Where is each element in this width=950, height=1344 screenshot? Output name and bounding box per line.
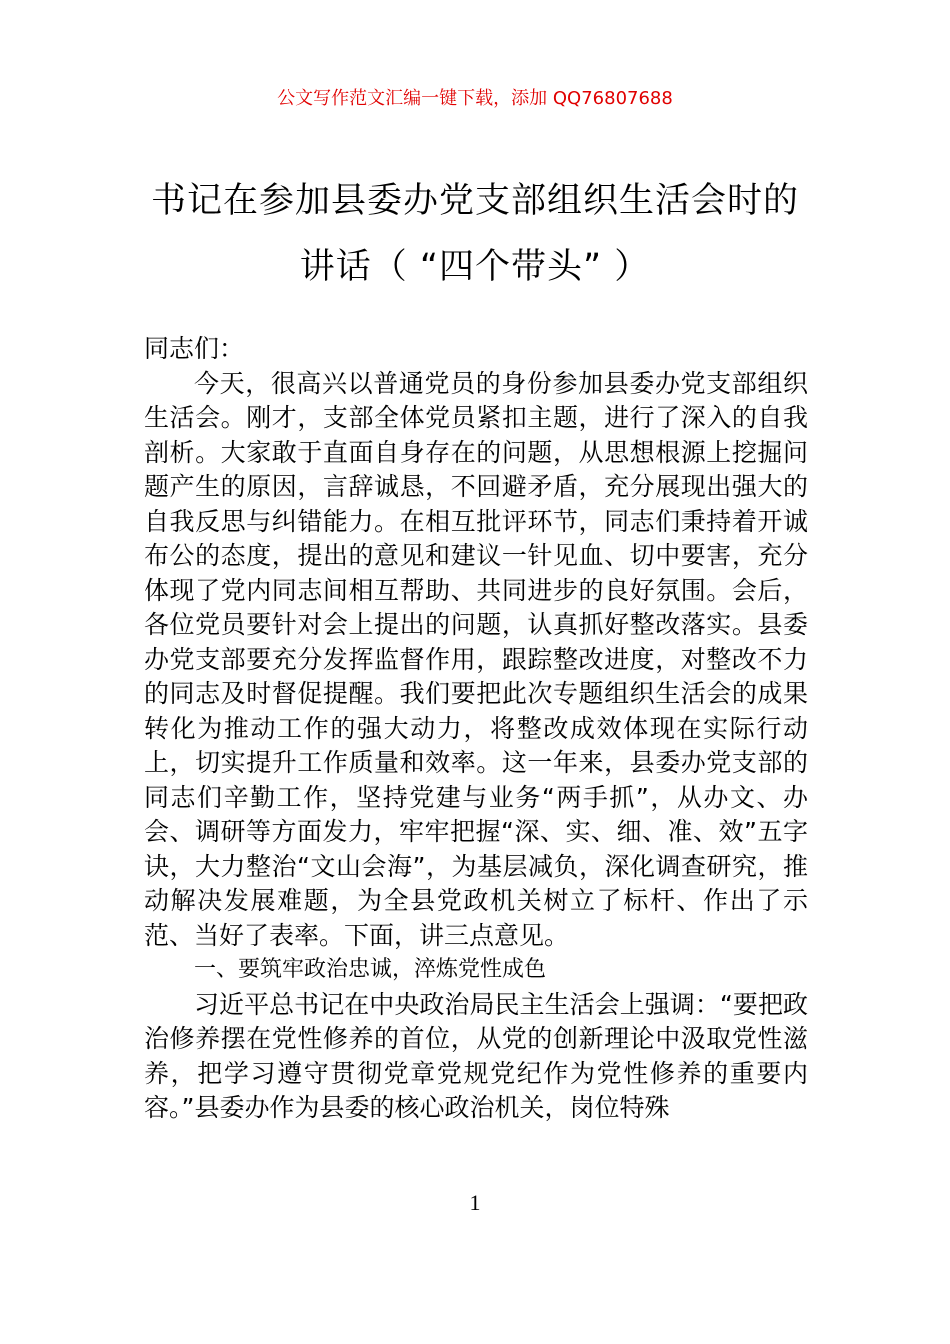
page-number: 1	[469, 1190, 481, 1215]
download-note: 公文写作范文汇编一键下载，添加 QQ76807688	[277, 88, 673, 109]
title-line-2: 讲话（ “四个带头” ）	[299, 247, 651, 287]
section-1-heading: 一、要筑牢政治忠诚，淬炼党性成色	[194, 957, 547, 982]
paragraph-1: 今天，很高兴以普通党员的身份参加县委办党支部组织生活会。刚才，支部全体党员紧扣主题，进行了深入的自我剖析。大家敢于直面自身存在的问题，从思想根源上挖掘问题产生的原因，言辞诚恳，不回避矛盾，充分展现出强大的自我反思与纠错能力。在相互批评环节，同志们秉持着开诚布公的态度，提出的意见和建议一针见血、切中要害，充分体现了党内同志间相互帮助、共同进步的良好氛围。会后，各位党员要针对会上提出的问题，认真抓好整改落实。县委办党支部要充分发挥监督作用，跟踪整改进度，对整改不力的同志及时督促提醒。我们要把此次专题组织生活会的成果转化为推动工作的强大动力，将整改成效体现在实际行动上，切实提升工作质量和效率。这一年来，县委办党支部的同志们辛勤工作，坚持党建与业务“两手抓”，从办文、办会、调研等方面发力，牢牢把握“深、实、细、准、效”五字诀，大力整治“文山会海”，为基层减负，深化调查研究，推动解决发展难题，为全县党政机关树立了标杆、作出了示范、当好了表率。下面，讲三点意见。	[144, 368, 808, 950]
title-line-1: 书记在参加县委办党支部组织生活会时的	[150, 181, 799, 221]
salutation: 同志们：	[144, 334, 245, 363]
document-body	[144, 332, 808, 1126]
paragraph-2: 习近平总书记在中央政治局民主生活会上强调：“要把政治修养摆在党性修养的首位，从党的创新理论中汲取党性滋养，把学习遵守贯彻党章党规党纪作为党性修养的重要内容。”县委办作为县委的核心政治机关，岗位特殊	[144, 989, 808, 1122]
document-title	[120, 168, 830, 300]
